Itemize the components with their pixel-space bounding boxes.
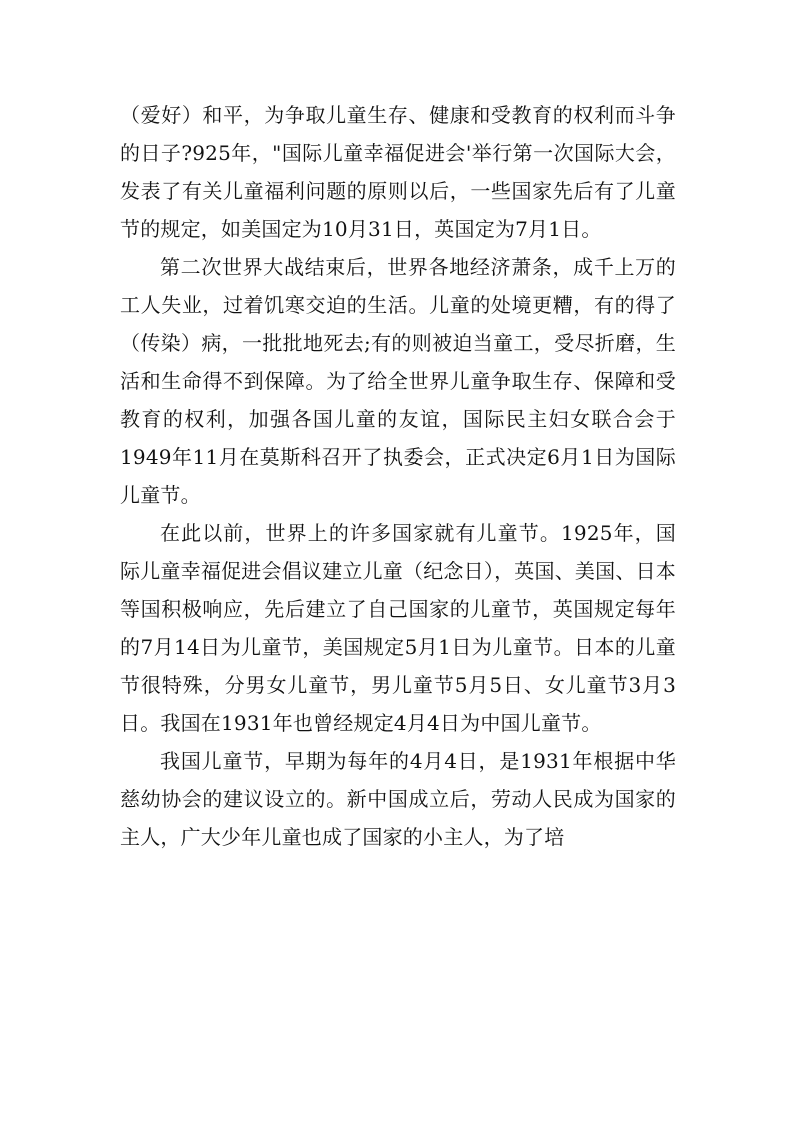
paragraph-4: 我国儿童节，早期为每年的4月4日，是1931年根据中华慈幼协会的建议设立的。新中国成立后，劳动人民成为国家的主人，广大少年儿童也成了国家的小主人，为了培	[120, 749, 676, 849]
paragraph-1: （爱好）和平，为争取儿童生存、健康和受教育的权利而斗争的日子?925年，"国际儿童幸福促进会'举行第一次国际大会，发表了有关儿童福利问题的原则以后，一些国家先后有了儿童节的规定，如美国定为10月31日，英国定为7月1日。	[120, 103, 676, 241]
paragraph-2: 第二次世界大战结束后，世界各地经济萧条，成千上万的工人失业，过着饥寒交迫的生活。儿童的处境更糟，有的得了（传染）病，一批批地死去;有的则被迫当童工，受尽折磨，生活和生命得不到保障。为了给全世界儿童争取生存、保障和受教育的权利，加强各国儿童的友谊，国际民主妇女联合会于1949年11月在莫斯科召开了执委会，正式决定6月1日为国际儿童节。	[120, 255, 676, 507]
paragraph-3: 在此以前，世界上的许多国家就有儿童节。1925年，国际儿童幸福促进会倡议建立儿童（纪念日），英国、美国、日本等国积极响应，先后建立了自己国家的儿童节，英国规定每年的7月14日为儿童节，美国规定5月1日为儿童节。日本的儿童节很特殊，分男女儿童节，男儿童节5月5日、女儿童节3月3日。我国在1931年也曾经规定4月4日为中国儿童节。	[120, 521, 676, 735]
document-body	[120, 96, 676, 856]
